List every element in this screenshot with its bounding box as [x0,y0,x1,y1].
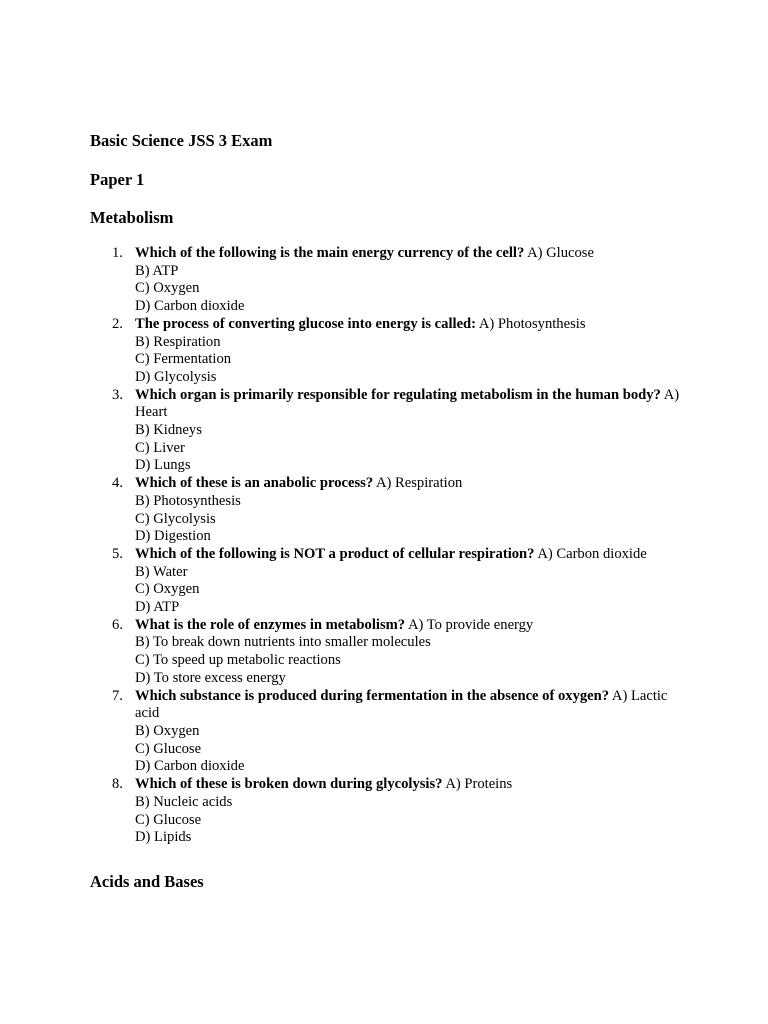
option-b: B) Respiration [135,333,221,350]
question-block [135,245,594,261]
option-c: C) Fermentation [135,351,232,368]
question-item [90,546,690,617]
question-block [135,546,647,562]
question-number: 2. [112,315,123,332]
option-b: B) Oxygen [135,722,200,739]
question-item [90,776,690,847]
question-block [135,776,512,792]
option-c: C) Oxygen [135,581,200,598]
option-b: B) Nucleic acids [135,793,233,810]
question-block [135,617,533,633]
question-item [90,617,690,688]
question-text: Which of these is broken down during glycolysis? [135,776,443,793]
question-item [90,688,690,777]
option-d: D) Lipids [135,829,192,846]
question-number: 5. [112,545,123,562]
option-c: C) Glucose [135,740,202,757]
question-number: 4. [112,475,123,492]
question-item [90,316,690,387]
question-text: Which substance is produced during fermentation in the absence of oxygen? [135,687,610,704]
option-a: A) Proteins [445,776,513,793]
option-b: B) Kidneys [135,422,202,439]
option-a: A) Heart [135,386,680,421]
option-d: D) Lungs [135,457,191,474]
option-d: D) Carbon dioxide [135,298,245,315]
question-block [135,475,462,491]
question-number: 7. [112,687,123,704]
option-a: A) Glucose [527,245,594,261]
option-a: A) Lactic acid [135,687,668,722]
option-b: B) Water [135,563,188,580]
question-text: Which of these is an anabolic process? [135,475,374,492]
option-c: C) Oxygen [135,280,200,297]
question-block [135,387,679,421]
document-title: Basic Science JSS 3 Exam [90,131,273,150]
option-c: C) Glucose [135,811,202,828]
option-a: A) Carbon dioxide [537,545,647,562]
option-b: B) ATP [135,262,179,279]
question-text: The process of converting glucose into energy is called: [135,315,477,332]
option-a: A) Respiration [375,475,463,492]
question-item [90,475,690,546]
question-item [90,245,690,316]
question-item [90,387,690,476]
question-block [135,316,586,332]
option-d: D) Glycolysis [135,368,217,385]
option-c: C) Glycolysis [135,510,216,527]
option-b: B) To break down nutrients into smaller molecules [135,634,431,651]
question-number: 1. [112,245,123,261]
section-title-acids-and-bases: Acids and Bases [90,872,204,891]
question-list [90,245,690,847]
option-d: D) To store excess energy [135,669,286,686]
question-number: 8. [112,776,123,793]
option-c: C) Liver [135,439,185,456]
option-d: D) Carbon dioxide [135,758,245,775]
question-number: 3. [112,386,123,403]
question-text: Which of the following is the main energy currency of the cell? [135,245,525,261]
option-b: B) Photosynthesis [135,492,241,509]
option-a: A) Photosynthesis [478,315,586,332]
question-text: What is the role of enzymes in metabolism? [135,616,406,633]
option-c: C) To speed up metabolic reactions [135,652,341,669]
option-a: A) To provide energy [407,616,534,633]
section-title-metabolism: Metabolism [90,208,174,227]
question-text: Which of the following is NOT a product of cellular respiration? [135,545,535,562]
paper-title: Paper 1 [90,170,145,189]
option-d: D) ATP [135,599,180,616]
question-block [135,688,667,722]
question-number: 6. [112,616,123,633]
question-text: Which organ is primarily responsible for regulating metabolism in the human body? [135,386,661,403]
option-d: D) Digestion [135,528,211,545]
